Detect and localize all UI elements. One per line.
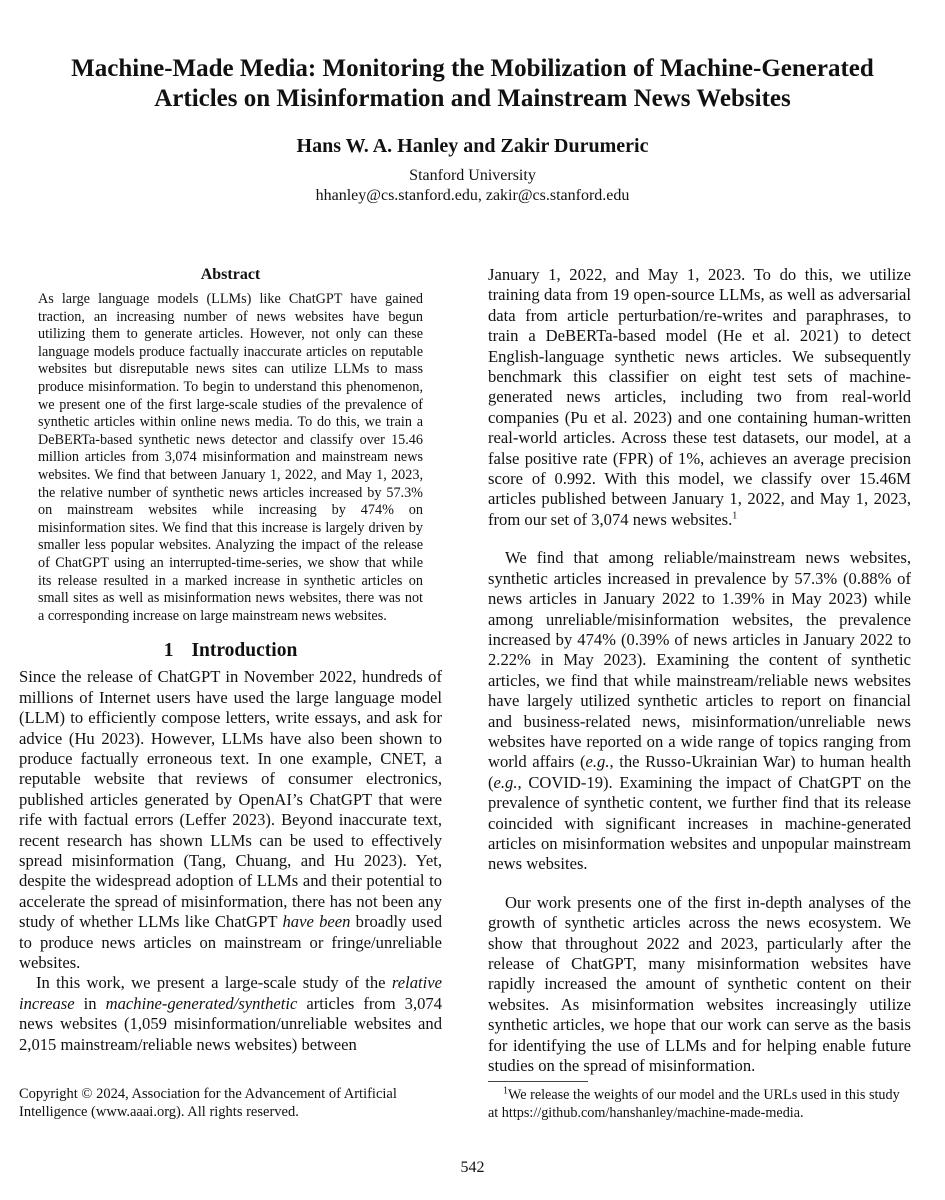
- affiliation: Stanford University: [409, 167, 536, 184]
- author-emails: hhanley@cs.stanford.edu, zakir@cs.stanford.edu: [315, 187, 630, 204]
- abstract-text: As large language models (LLMs) like ChatGPT have gained traction, an increasing number of news websites have begun utilizing them to generate articles. However, not only can these language models produce factually inaccurate articles on reputable websites but disreputable news sites can utilize LLMs to mass produce misinformation. To begin to understand this phenomenon, we present one of the first large-scale studies of the prevalence of synthetic articles within online news media. To do this, we train a DeBERTa-based synthetic news detector and classify over 15.46 million articles from 3,074 misinformation and mainstream news websites. We find that between January 1, 2022, and May 1, 2023, the relative number of synthetic news articles increased by 57.3% on mainstream websites while increasing by 474% on misinformation sites. We find that this increase is largely driven by smaller less popular websites. Analyzing the impact of the release of ChatGPT using an interrupted-time-series, we show that while its release resulted in a marked increase in synthetic articles on small sites as well as misinformation news websites, there was not a corresponding increase on large mainstream news websites.: [38, 291, 423, 624]
- intro-paragraph-2-continued: January 1, 2022, and May 1, 2023. To do this, we utilize training data from 19 open-source LLMs, as well as adversarial data from article perturbation/re-writes and paraphrases, to train a DeBERTa-based model (He et al. 2021) to detect English-language synthetic news articles. We subsequently benchmark this classifier on eight test sets of machine-generated news articles, including two from real-world companies (Pu et al. 2023) and one containing human-written real-world articles. Across these test datasets, our model, at a false positive rate (FPR) of 1%, achieves an average precision score of 0.992. With this model, we classify over 15.46M articles published between January 1, 2022, and May 1, 2023, from our set of 3,074 news websites.$^1$: [488, 265, 911, 529]
- affiliation-block: [0, 166, 945, 206]
- paper-title: [30, 54, 915, 114]
- section-number: 1: [163, 640, 174, 662]
- section-heading-introduction: [19, 639, 442, 663]
- intro-paragraph-1: Since the release of ChatGPT in November 2022, hundreds of millions of Internet users have used the large language model (LLM) to efficiently compose letters, write essays, and ask for advice (Hu 2023). However, LLMs have also been shown to produce factually erroneous text. In one example, CNET, a reputable website that reviews of consumer electronics, published articles generated by OpenAI’s ChatGPT that were rife with factual errors (Leffer 2023). Beyond inaccurate text, recent research has shown LLMs can be used to effectively spread misinformation (Tang, Chuang, and Hu 2023). Yet, despite the widespread adoption of LLMs and their potential to accelerate the spread of misinformation, there has not been any study of whether LLMs like ChatGPT have been broadly used to produce news articles on mainstream or fringe/unreliable websites.: [19, 667, 443, 972]
- section-title: Introduction: [191, 640, 298, 662]
- footnote: [488, 1086, 911, 1122]
- intro-paragraph-2: In this work, we present a large-scale study of the relative increase in machine-generated/synthetic articles from 3,074 news websites (1,059 misinformation/unreliable websites and 2,015 mainstream/reliable news websites) between: [19, 973, 442, 1054]
- authors: Hans W. A. Hanley and Zakir Durumeric: [296, 135, 649, 157]
- abstract-heading: Abstract: [200, 266, 261, 283]
- title-line-2: Articles on Misinformation and Mainstream News Websites: [154, 85, 791, 112]
- footnote-mark: 1: [503, 1085, 508, 1097]
- footnote-text: We release the weights of our model and the URLs used in this study at https://github.com/hanshanley/machine-made-media.: [488, 1087, 900, 1121]
- footnote-reference: 1: [732, 510, 738, 522]
- intro-paragraph-3: We find that among reliable/mainstream news websites, synthetic articles increased in prevalence by 57.3% (0.88% of news articles in January 2022 to 1.39% in May 2023) while among unreliable/misinformation websites, the prevalence increased by 474% (0.39% of news articles in January 2022 to 2.22% in May 2023). Examining the content of synthetic articles, we find that while mainstream/reliable news websites have largely utilized synthetic articles to report on financial and business-related news, misinformation/unreliable news websites have reported on a wide range of topics ranging from world affairs (e.g., the Russo-Ukrainian War) to human health (e.g., COVID-19). Examining the impact of ChatGPT on the prevalence of synthetic content, we further find that its release coincided with significant increases in machine-generated articles on misinformation websites and unpopular mainstream news websites.: [488, 548, 911, 874]
- intro-paragraph-4: Our work presents one of the first in-depth analyses of the growth of synthetic articles across the news ecosystem. We show that throughout 2022 and 2023, particularly after the release of ChatGPT, many misinformation websites have rapidly increased the amount of synthetic content on their websites. As misinformation websites increasingly utilize synthetic articles, we hope that our work can serve as the basis for identifying the use of LLMs and for helping enable future studies on the spread of misinformation.: [488, 892, 911, 1076]
- right-column: [488, 265, 911, 1076]
- page-number: 542: [460, 1159, 485, 1176]
- title-line-1: Machine-Made Media: Monitoring the Mobilization of Machine-Generated: [71, 55, 874, 82]
- left-column: [19, 265, 442, 1055]
- footnote-divider: [488, 1081, 588, 1082]
- copyright-notice: Copyright © 2024, Association for the Advancement of Artificial Intelligence (www.aaai.org). All rights reserved.: [19, 1086, 397, 1120]
